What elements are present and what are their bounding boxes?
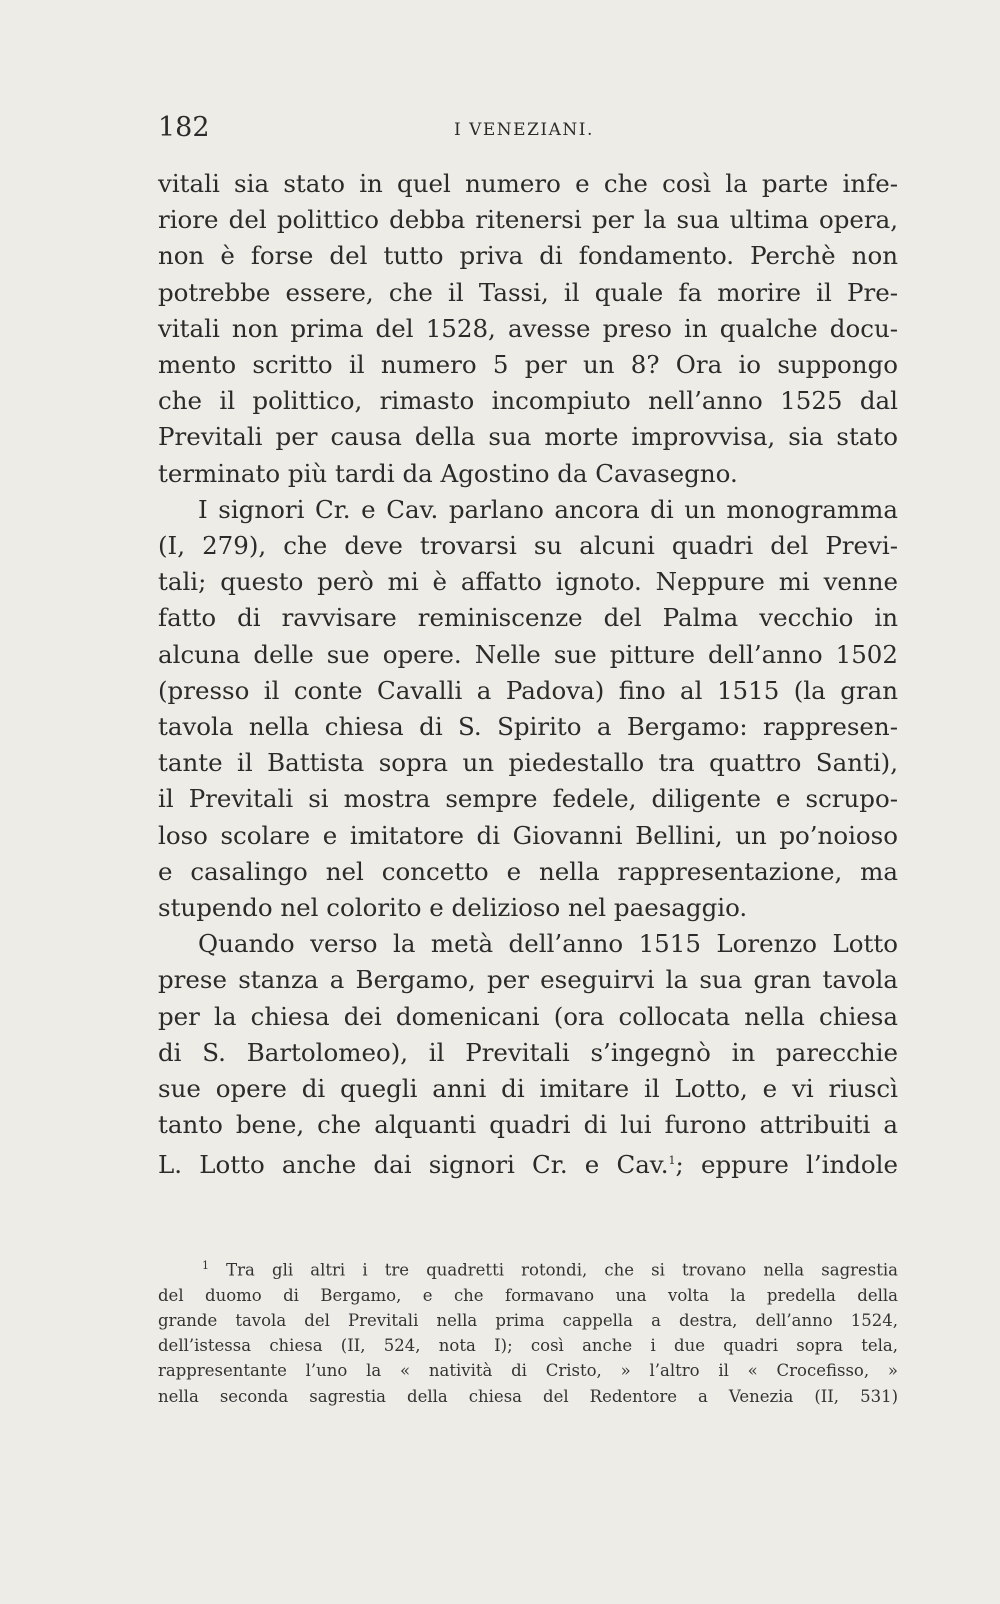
text-line: tanto bene, che alquanti quadri di lui furono attribuiti a [158,1110,898,1140]
text-line: tavola nella chiesa di S. Spirito a Bergamo: rappresen- [158,712,898,742]
footnote-line: del duomo di Bergamo, e che formavano una volta la predella della [158,1285,898,1305]
footnote-line: dell’istessa chiesa (II, 524, nota I); così anche i due quadri sopra tela, [158,1336,898,1356]
text-line: (I, 279), che deve trovarsi su alcuni quadri del Previ- [158,531,898,561]
text-line: sue opere di quegli anni di imitare il Lotto, e vi riuscì [158,1074,898,1104]
text-line: vitali sia stato in quel numero e che così la parte infe- [158,169,898,198]
page-header [158,112,898,152]
text-line: riore del polittico debba ritenersi per la sua ultima opera, [158,205,898,235]
text-line: tali; questo però mi è affatto ignoto. Neppure mi venne [158,567,898,597]
text-fragment: ; eppure l’indole [675,1150,898,1180]
text-line: stupendo nel colorito e delizioso nel paesaggio. [158,893,748,923]
text-line: prese stanza a Bergamo, per eseguirvi la sua gran tavola [158,965,898,995]
footnote-line: rappresentante l’uno la « natività di Cristo, » l’altro il « Crocefisso, » [158,1361,898,1381]
text-line: non è forse del tutto priva di fondamento. Perchè non [158,241,898,271]
body-text [158,166,898,1184]
text-line: Quando verso la metà dell’anno 1515 Lorenzo Lotto [198,929,898,959]
footnote-text: Tra gli altri i tre quadretti rotondi, che si trovano nella sagrestia [226,1260,899,1280]
footnote [158,1253,898,1409]
text-line: I signori Cr. e Cav. parlano ancora di un monogramma [198,494,898,524]
text-line: tante il Battista sopra un piedestallo tra quattro Santi), [158,748,898,778]
text-line: di S. Bartolomeo), il Previtali s’ingegnò in parecchie [158,1037,898,1067]
running-head: I VENEZIANI. [454,120,594,140]
text-line: alcuna delle sue opere. Nelle sue pitture dell’anno 1502 [158,639,898,669]
text-line: Previtali per causa della sua morte improvvisa, sia stato [158,422,898,452]
text-line: il Previtali si mostra sempre fedele, diligente e scrupo- [158,784,898,814]
text-line: che il polittico, rimasto incompiuto nell’anno 1525 dal [158,386,898,416]
footnote-line: grande tavola del Previtali nella prima cappella a destra, dell’anno 1524, [158,1310,898,1330]
text-line: mento scritto il numero 5 per un 8? Ora io suppongo [158,350,898,380]
footnote-reference: 1 [668,1154,676,1168]
text-line: e casalingo nel concetto e nella rappresentazione, ma [158,856,898,886]
footnote-line [158,1253,898,1283]
footnote-marker: 1 [202,1259,209,1272]
text-line: fatto di ravvisare reminiscenze del Palma vecchio in [158,603,898,633]
page-number: 182 [158,112,210,143]
text-line: loso scolare e imitatore di Giovanni Bellini, un po’noioso [158,820,898,850]
text-line: terminato più tardi da Agostino da Cavasegno. [158,458,738,488]
text-fragment: L. Lotto anche dai signori Cr. e Cav. [158,1150,669,1180]
text-line-with-footnote-ref [158,1143,898,1183]
text-line: per la chiesa dei domenicani (ora collocata nella chiesa [158,1001,898,1031]
text-line: vitali non prima del 1528, avesse preso in qualche docu- [158,313,898,343]
footnote-line: nella seconda sagrestia della chiesa del Redentore a Venezia (II, 531) [158,1386,898,1406]
text-line: (presso il conte Cavalli a Padova) fino al 1515 (la gran [158,675,898,705]
text-line: potrebbe essere, che il Tassi, il quale fa morire il Pre- [158,277,898,307]
